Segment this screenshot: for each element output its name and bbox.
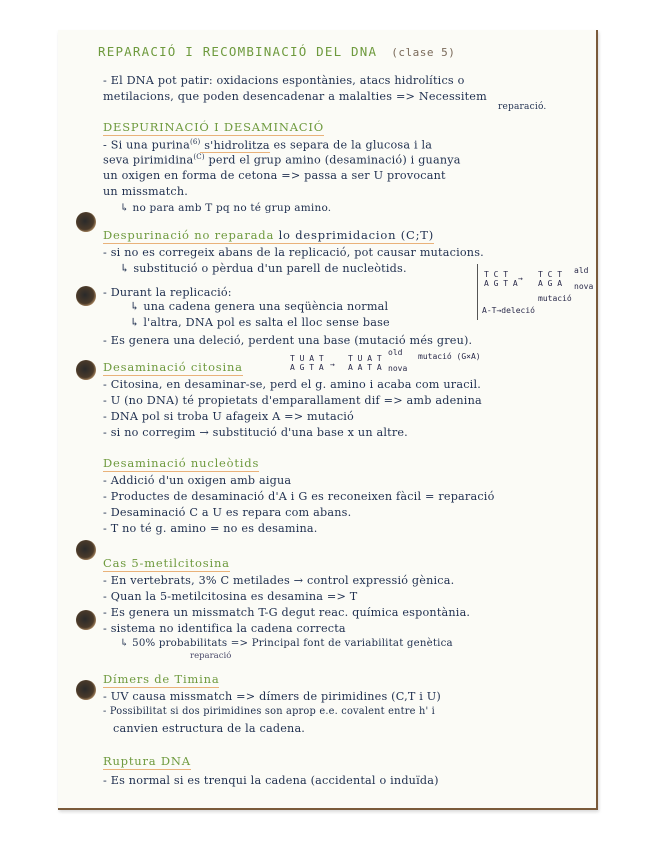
punch-hole [76, 212, 96, 232]
section-heading [103, 672, 219, 688]
body-line: - UV causa missmatch => dímers de pirimidines (C,T i U) [103, 690, 441, 703]
section-heading [103, 456, 259, 472]
section-heading [103, 228, 434, 244]
punch-hole [76, 680, 96, 700]
section-heading [103, 754, 191, 770]
body-line: - Possibilitat si dos pirimidines son aprop e.e. covalent entre h' i [103, 706, 435, 717]
body-line: ↳ l'altra, DNA pol es salta el lloc sense base [130, 316, 390, 329]
section-subtitle: lo desprimidacion (C;T) [278, 228, 435, 242]
label-new: nova [574, 282, 594, 291]
superscript: (6) [189, 138, 201, 146]
annotation: reparació [190, 651, 232, 661]
arrow: → [330, 360, 335, 369]
sequence-old: T U A T A G T A [290, 354, 324, 372]
body-line: ↳ no para amb T pq no té grup amino. [120, 202, 332, 214]
body-line: - Productes de desaminació d'A i G es reconeixen fàcil = reparació [103, 490, 495, 503]
section-heading [103, 120, 324, 136]
text: seva pirimidina [103, 153, 194, 167]
body-line: un missmatch. [103, 185, 189, 198]
label-mutation: mutació (G×A) [418, 352, 481, 361]
title-text: REPARACIÓ I RECOMBINACIÓ DEL DNA [98, 44, 378, 59]
body-line: - si no corregim → substitució d'una base x un altre. [103, 426, 408, 439]
body-line: ↳ substitució o pèrdua d'un parell de nucleòtids. [120, 262, 407, 275]
label-mutation: mutació [538, 294, 572, 303]
body-line: canvien estructura de la cadena. [113, 722, 306, 735]
body-line: - Es genera una deleció, perdent una base (mutació més greu). [103, 334, 473, 347]
sequence-new: T U A T A A T A [348, 354, 382, 372]
punch-hole [76, 286, 96, 306]
replication-diagram [477, 264, 596, 320]
label-deletion: A-T→deleció [482, 306, 535, 315]
body-line: un oxigen en forma de cetona => passa a ser U provocant [103, 169, 446, 182]
body-line: ↳ una cadena genera una seqüència normal [130, 300, 389, 313]
section-heading [103, 360, 243, 376]
section-title: Desaminació citosina [103, 360, 243, 374]
punch-hole [76, 610, 96, 630]
section-title: Despurinació no reparada [103, 228, 275, 242]
body-line: - sistema no identifica la cadena correcta [103, 622, 346, 635]
intro-line: - El DNA pot patir: oxidacions espontànies, atacs hidrolítics o [103, 74, 465, 87]
label-new: nova [388, 364, 408, 373]
text: perd el grup amino (desaminació) i guanya [204, 153, 461, 167]
punch-hole [76, 540, 96, 560]
label-old: ald [574, 266, 589, 275]
body-line: - T no té g. amino = no es desamina. [103, 522, 318, 535]
body-line: - DNA pol si troba U afageix A => mutació [103, 410, 354, 423]
body-line: - U (no DNA) té propietats d'emparallament dif => amb adenina [103, 394, 482, 407]
text: - Si una purina [103, 138, 190, 152]
body-line: - Desaminació C a U es repara com abans. [103, 506, 352, 519]
body-line [103, 138, 432, 152]
body-line: - Citosina, en desaminar-se, perd el g. amino i acaba com uracil. [103, 378, 481, 391]
body-line: - si no es corregeix abans de la replicació, pot causar mutacions. [103, 246, 484, 259]
section-title: Cas 5-metilcitosina [103, 556, 230, 570]
body-line: - Quan la 5-metilcitosina es desamina => T [103, 590, 358, 603]
section-heading [103, 556, 230, 572]
body-line: - Durant la replicació: [103, 286, 232, 299]
punch-hole [76, 360, 96, 380]
notebook-page [58, 30, 598, 810]
section-title: Ruptura DNA [103, 754, 191, 768]
body-line: ↳ 50% probabilitats => Principal font de variabilitat genètica [120, 638, 453, 649]
section-title: Desaminació nucleòtids [103, 456, 260, 470]
body-line: - En vertebrats, 3% C metilades → control expressió gènica. [103, 574, 455, 587]
section-title: Dímers de Timina [103, 672, 220, 686]
page-title [98, 44, 455, 59]
sequence-old: T C T A G T A [484, 270, 518, 288]
text: es separa de la glucosa i la [269, 138, 433, 152]
body-line [103, 153, 461, 167]
arrow: → [518, 274, 523, 283]
label-old: old [388, 348, 403, 357]
text: s'hidrolitza [200, 138, 270, 152]
body-line: - Es normal si es trenqui la cadena (accidental o induïda) [103, 774, 439, 787]
sequence-new: T C T A G A [538, 270, 563, 288]
body-line: - Es genera un missmatch T-G degut reac. química espontània. [103, 606, 471, 619]
body-line: - Addició d'un oxigen amb aigua [103, 474, 292, 487]
class-number: (clase 5) [391, 46, 456, 59]
intro-line: reparació. [498, 102, 547, 112]
section-title: DESPURINACIÓ I DESAMINACIÓ [103, 120, 324, 134]
intro-line: metilacions, que poden desencadenar a malalties => Necessitem [103, 90, 487, 103]
superscript: (C) [193, 153, 205, 161]
